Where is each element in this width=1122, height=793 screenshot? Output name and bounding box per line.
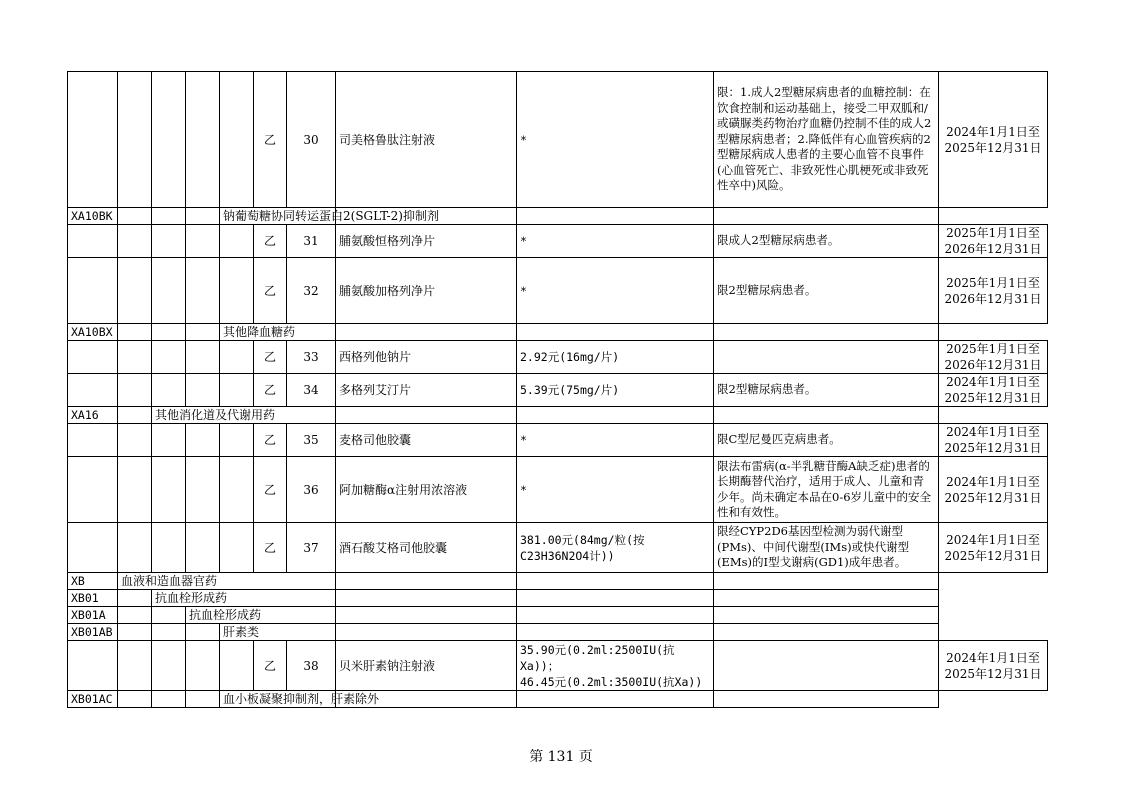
empty-code-cell [186,341,220,374]
empty-cell [118,407,152,424]
empty-code-cell [118,72,152,208]
empty-code-cell [68,341,118,374]
classification-row [68,607,1048,624]
price-cell: 2.92元(16mg/片) [517,341,714,374]
empty-validity-cell [714,691,939,708]
empty-code-cell [186,72,220,208]
empty-code-cell [118,457,152,523]
drug-row [68,523,1048,573]
empty-validity-cell [714,607,939,624]
empty-code-cell [152,341,186,374]
price-cell: 381.00元(84mg/粒(按C23H36N2O4计)) [517,523,714,573]
drug-row [68,72,1048,208]
empty-cell [118,208,152,225]
empty-cell [186,208,220,225]
drug-name-cell: 贝米肝素钠注射液 [336,641,517,691]
drug-number-cell: 33 [287,341,336,374]
empty-price-cell [336,407,517,424]
classification-row [68,324,1048,341]
price-cell: * [517,72,714,208]
empty-code-cell [186,457,220,523]
empty-cell [186,324,220,341]
empty-code-cell [68,374,118,407]
classification-row [68,407,1048,424]
price-cell [517,641,714,691]
empty-code-cell [118,424,152,457]
empty-cell [152,208,186,225]
empty-remark-cell [517,573,714,590]
validity-cell: 2025年1月1日至2026年12月31日 [939,341,1048,374]
empty-code-cell [152,258,186,324]
drug-number-cell: 37 [287,523,336,573]
empty-code-cell [152,374,186,407]
classification-row [68,590,1048,607]
category-cell: 乙 [254,374,287,407]
empty-code-cell [220,225,254,258]
class-label-cell: 抗血栓形成药 [152,590,336,607]
drug-name-cell: 脯氨酸恒格列净片 [336,225,517,258]
price-cell: * [517,258,714,324]
drug-number-cell: 35 [287,424,336,457]
empty-cell [118,324,152,341]
validity-cell: 2024年1月1日至2025年12月31日 [939,72,1048,208]
drug-row [68,457,1048,523]
drug-number-cell: 36 [287,457,336,523]
empty-code-cell [152,523,186,573]
class-label-cell: 其他降血糖药 [220,324,336,341]
page-number: 第 131 页 [529,749,593,765]
empty-code-cell [186,258,220,324]
empty-remark-cell [517,407,714,424]
validity-cell: 2024年1月1日至2025年12月31日 [939,523,1048,573]
classification-row [68,573,1048,590]
empty-code-cell [186,225,220,258]
drug-number-cell: 31 [287,225,336,258]
class-code-cell: XA16 [68,407,118,424]
drug-name-cell: 西格列他钠片 [336,341,517,374]
empty-code-cell [186,374,220,407]
drug-name-cell: 麦格司他胶囊 [336,424,517,457]
remark-cell: 限2型糖尿病患者。 [714,374,939,407]
drug-name-cell: 司美格鲁肽注射液 [336,72,517,208]
drug-number-cell: 38 [287,641,336,691]
remark-cell: 限法布雷病(α-半乳糖苷酶A缺乏症)患者的长期酶替代治疗，适用于成人、儿童和青少年。尚未确定本品在0-6岁儿童中的安全性和有效性。 [714,457,939,523]
empty-code-cell [152,225,186,258]
empty-code-cell [68,424,118,457]
price-cell: 5.39元(75mg/片) [517,374,714,407]
class-code-cell: XB01AB [68,624,118,641]
class-label-cell: 其他消化道及代谢用药 [152,407,336,424]
empty-code-cell [152,424,186,457]
empty-code-cell [152,641,186,691]
empty-cell [152,691,186,708]
empty-code-cell [220,457,254,523]
drug-row [68,374,1048,407]
class-label-cell: 血小板凝聚抑制剂，肝素除外 [220,691,336,708]
drug-row [68,341,1048,374]
empty-remark-cell [517,624,714,641]
remark-cell: 限成人2型糖尿病患者。 [714,225,939,258]
drug-number-cell: 34 [287,374,336,407]
validity-cell: 2024年1月1日至2025年12月31日 [939,457,1048,523]
empty-validity-cell [714,208,939,225]
empty-code-cell [186,424,220,457]
price-cell: * [517,225,714,258]
empty-remark-cell [517,607,714,624]
empty-code-cell [220,641,254,691]
empty-code-cell [186,523,220,573]
empty-cell [118,607,152,624]
empty-cell [152,607,186,624]
empty-price-cell [336,324,517,341]
empty-cell [118,691,152,708]
class-code-cell: XB01 [68,590,118,607]
drug-number-cell: 30 [287,72,336,208]
class-label-cell: 肝素类 [220,624,336,641]
empty-code-cell [118,523,152,573]
remark-cell: 限经CYP2D6基因型检测为弱代谢型(PMs)、中间代谢型(IMs)或快代谢型(EMs)的Ⅰ型戈谢病(GD1)成年患者。 [714,523,939,573]
empty-cell [152,324,186,341]
class-code-cell: XB01A [68,607,118,624]
category-cell: 乙 [254,225,287,258]
empty-cell [118,590,152,607]
remark-cell [714,641,939,691]
drug-catalog-table [67,71,1048,708]
class-code-cell: XB [68,573,118,590]
classification-row [68,208,1048,225]
empty-code-cell [68,641,118,691]
empty-code-cell [118,258,152,324]
remark-cell: 限2型糖尿病患者。 [714,258,939,324]
class-label-cell: 抗血栓形成药 [186,607,336,624]
category-cell: 乙 [254,341,287,374]
remark-cell: 限：1.成人2型糖尿病患者的血糖控制：在饮食控制和运动基础上，接受二甲双胍和/或磺脲类药物治疗血糖仍控制不佳的成人2型糖尿病患者；2.降低伴有心血管疾病的2型糖尿病成人患者的主要心血管不良事件(心血管死亡、非致死性心肌梗死或非致死性卒中)风险。 [714,72,939,208]
price-line: 46.45元(0.2ml:3500IU(抗Xa)) [520,674,703,689]
class-code-cell: XA10BX [68,324,118,341]
class-code-cell: XB01AC [68,691,118,708]
empty-remark-cell [517,691,714,708]
empty-code-cell [118,641,152,691]
empty-price-cell [336,573,517,590]
category-cell: 乙 [254,641,287,691]
empty-code-cell [152,72,186,208]
empty-validity-cell [714,624,939,641]
validity-cell: 2024年1月1日至2025年12月31日 [939,374,1048,407]
empty-code-cell [118,225,152,258]
classification-row [68,691,1048,708]
empty-code-cell [118,341,152,374]
empty-code-cell [68,225,118,258]
drug-name-cell: 多格列艾汀片 [336,374,517,407]
empty-cell [186,691,220,708]
price-line: 35.90元(0.2ml:2500IU(抗Xa))； [520,642,675,673]
drug-row [68,225,1048,258]
category-cell: 乙 [254,72,287,208]
class-label-cell: 钠葡萄糖协同转运蛋白2(SGLT-2)抑制剂 [220,208,336,225]
price-cell: * [517,424,714,457]
category-cell: 乙 [254,457,287,523]
drug-name-cell: 阿加糖酶α注射用浓溶液 [336,457,517,523]
empty-validity-cell [714,324,939,341]
empty-price-cell [336,624,517,641]
classification-row [68,624,1048,641]
validity-cell: 2025年1月1日至2026年12月31日 [939,258,1048,324]
drug-row [68,424,1048,457]
validity-cell: 2025年1月1日至2026年12月31日 [939,225,1048,258]
validity-cell: 2024年1月1日至2025年12月31日 [939,424,1048,457]
empty-code-cell [68,72,118,208]
empty-validity-cell [714,573,939,590]
empty-code-cell [186,641,220,691]
empty-code-cell [220,374,254,407]
class-code-cell: XA10BK [68,208,118,225]
empty-code-cell [220,341,254,374]
empty-code-cell [118,374,152,407]
category-cell: 乙 [254,523,287,573]
price-cell: * [517,457,714,523]
drug-name-cell: 脯氨酸加格列净片 [336,258,517,324]
empty-code-cell [220,258,254,324]
empty-price-cell [336,590,517,607]
category-cell: 乙 [254,258,287,324]
empty-validity-cell [714,407,939,424]
empty-cell [152,624,186,641]
empty-cell [118,624,152,641]
empty-remark-cell [517,324,714,341]
drug-name-cell: 酒石酸艾格司他胶囊 [336,523,517,573]
drug-number-cell: 32 [287,258,336,324]
empty-price-cell [336,607,517,624]
empty-code-cell [68,258,118,324]
empty-code-cell [152,457,186,523]
empty-cell [186,624,220,641]
remark-cell [714,341,939,374]
empty-remark-cell [517,208,714,225]
empty-validity-cell [714,590,939,607]
empty-code-cell [220,424,254,457]
remark-cell: 限C型尼曼匹克病患者。 [714,424,939,457]
empty-code-cell [220,72,254,208]
empty-remark-cell [517,590,714,607]
class-label-cell: 血液和造血器官药 [118,573,336,590]
empty-code-cell [68,457,118,523]
category-cell: 乙 [254,424,287,457]
empty-code-cell [68,523,118,573]
validity-cell: 2024年1月1日至2025年12月31日 [939,641,1048,691]
empty-code-cell [220,523,254,573]
drug-row [68,641,1048,691]
drug-row [68,258,1048,324]
